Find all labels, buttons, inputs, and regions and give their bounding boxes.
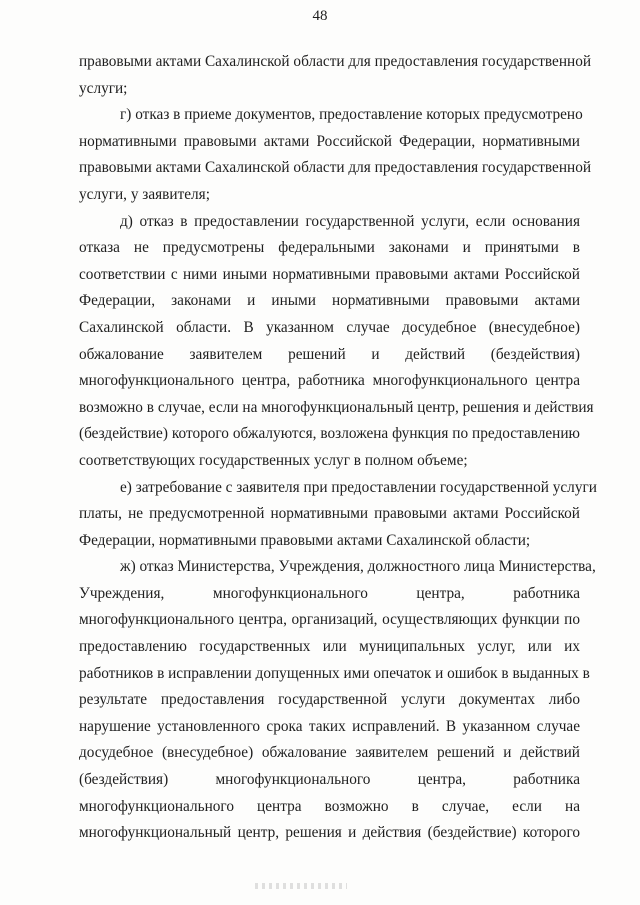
text-line: д) отказ в предоставлении государственной услуги, если основания <box>120 212 580 230</box>
text-line: обжалование заявителем решений и действий (бездействия) <box>79 345 580 363</box>
text-line: (бездействие) которого обжалуются, возложена функция по предоставлению <box>79 425 580 443</box>
text-line: многофункционального центра возможно в случае, если на <box>79 797 580 815</box>
text-line: Сахалинской области. В указанном случае досудебное (внесудебное) <box>79 318 580 336</box>
text-line: платы, не предусмотренной нормативными правовыми актами Российской <box>79 505 580 523</box>
text-line: правовыми актами Сахалинской области для предоставления государственной <box>79 159 592 177</box>
document-body <box>79 49 597 847</box>
text-line: отказа не предусмотрены федеральными законами и принятыми в <box>79 239 580 257</box>
text-line: (бездействия) многофункционального центра, работника <box>79 771 580 789</box>
page-number: 48 <box>312 8 328 24</box>
text-line: услуги, у заявителя; <box>79 185 210 203</box>
text-line: соответствующих государственных услуг в полном объеме; <box>79 451 468 469</box>
text-line: услуги; <box>79 79 128 97</box>
text-line: досудебное (внесудебное) обжалование заявителем решений и действий <box>79 744 580 762</box>
text-line: результате предоставления государственной услуги документах либо <box>79 691 580 709</box>
text-line: Федерации, нормативными правовыми актами Сахалинской области; <box>79 531 531 549</box>
text-line: нормативными правовыми актами Российской Федерации, нормативными <box>79 132 580 150</box>
text-line: нарушение установленного срока таких исправлений. В указанном случае <box>79 717 580 735</box>
text-line: г) отказ в приеме документов, предоставление которых предусмотрено <box>120 106 583 124</box>
text-line: правовыми актами Сахалинской области для предоставления государственной <box>79 53 592 70</box>
text-line: предоставлению государственных или муниципальных услуг, или их <box>79 638 580 656</box>
text-line: ж) отказ Министерства, Учреждения, должностного лица Министерства, <box>120 558 596 576</box>
text-line: Учреждения, многофункционального центра, работника <box>79 584 580 602</box>
text-line: многофункционального центра, организаций, осуществляющих функции по <box>79 611 580 629</box>
text-line: многофункционального центра, работника многофункционального центра <box>79 372 580 390</box>
text-line: работников в исправлении допущенных ими опечаток и ошибок в выданных в <box>79 664 590 682</box>
scan-smudge <box>255 883 347 889</box>
text-line: е) затребование с заявителя при предоставлении государственной услуги <box>120 478 597 496</box>
text-line: многофункциональный центр, решения и действия (бездействие) которого <box>79 824 580 842</box>
text-line: Федерации, законами и иными нормативными правовыми актами <box>79 292 580 310</box>
text-line: соответствии с ними иными нормативными правовыми актами Российской <box>79 265 580 283</box>
text-line: возможно в случае, если на многофункциональный центр, решения и действия <box>79 398 594 416</box>
